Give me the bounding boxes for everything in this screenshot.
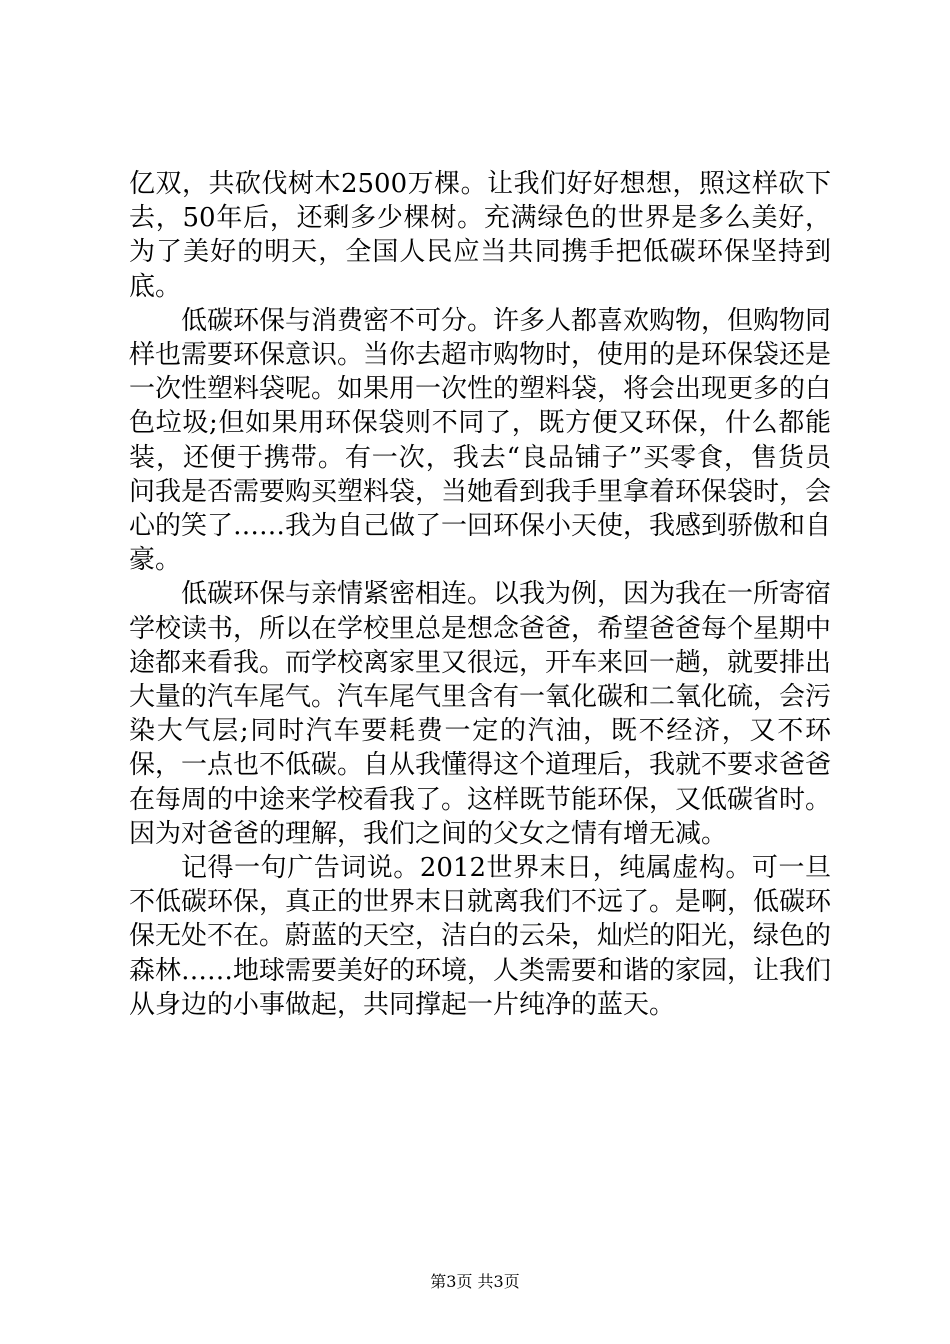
paragraph-1: 亿双，共砍伐树木2500万棵。让我们好好想想，照这样砍下去，50年后，还剩多少棵树。充满绿色的世界是多么美好，为了美好的明天，全国人民应当共同携手把低碳环保坚持到底。 — [129, 169, 831, 302]
document-body — [129, 167, 831, 1022]
paragraph-4: 记得一句广告词说。2012世界末日，纯属虚构。可一旦不低碳环保，真正的世界末日就离我们不远了。是啊，低碳环保无处不在。蔚蓝的天空，洁白的云朵，灿烂的阳光，绿色的森林……地球需要美好的环境，人类需要和谐的家园，让我们从身边的小事做起，共同撑起一片纯净的蓝天。 — [129, 853, 832, 1020]
page-number-label: 第3页 共3页 — [430, 1272, 520, 1291]
page-footer — [0, 1271, 950, 1293]
paragraph-2: 低碳环保与消费密不可分。许多人都喜欢购物，但购物同样也需要环保意识。当你去超市购物时，使用的是环保袋还是一次性塑料袋呢。如果用一次性的塑料袋，将会出现更多的白色垃圾;但如果用环保袋则不同了，既方便又环保，什么都能装，还便于携带。有一次，我去“良品铺子”买零食，售货员问我是否需要购买塑料袋，当她看到我手里拿着环保袋时，会心的笑了……我为自己做了一回环保小天使，我感到骄傲和自豪。 — [129, 305, 832, 576]
paragraph-3: 低碳环保与亲情紧密相连。以我为例，因为我在一所寄宿学校读书，所以在学校里总是想念爸爸，希望爸爸每个星期中途都来看我。而学校离家里又很远，开车来回一趟，就要排出大量的汽车尾气。汽车尾气里含有一氧化碳和二氧化硫，会污染大气层;同时汽车要耗费一定的汽油，既不经济，又不环保，一点也不低碳。自从我懂得这个道理后，我就不要求爸爸在每周的中途来学校看我了。这样既节能环保，又低碳省时。因为对爸爸的理解，我们之间的父女之情有增无减。 — [129, 579, 832, 849]
